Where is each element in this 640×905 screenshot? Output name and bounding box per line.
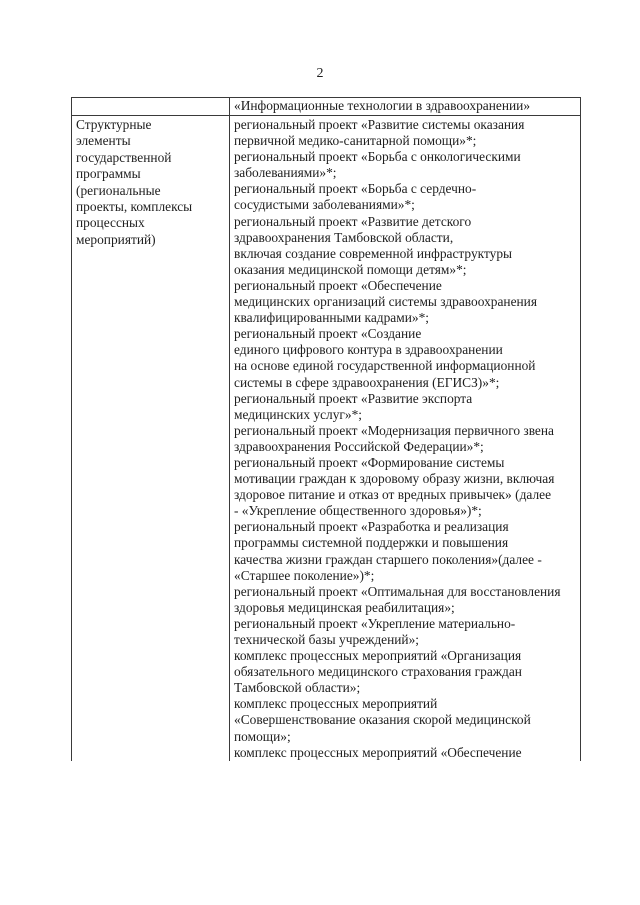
content-line: здоровья медицинская реабилитация»; [234, 599, 455, 615]
structural-elements-content-cell [230, 116, 581, 761]
structural-elements-label [76, 117, 225, 248]
label-line: процессных [76, 215, 145, 231]
content-line: здоровое питание и отказ от вредных привычек» (далее [234, 487, 552, 503]
top-left-cell [72, 98, 230, 116]
content-line: региональный проект «Обеспечение [234, 277, 442, 293]
content-line: комплекс процессных мероприятий «Обеспечение [234, 744, 522, 760]
content-line: качества жизни граждан старшего поколения»(далее - [234, 551, 542, 567]
content-line: здравоохранения Российской Федерации»*; [234, 438, 484, 454]
content-line: первичной медико-санитарной помощи»*; [234, 133, 477, 149]
structural-elements-list [234, 117, 576, 761]
program-table [71, 97, 581, 761]
label-line: государственной [76, 149, 172, 165]
content-line: технической базы учреждений»; [234, 632, 420, 647]
content-line: Тамбовской области»; [234, 680, 361, 696]
top-right-cell [230, 98, 581, 116]
content-line: комплекс процессных мероприятий «Организация [234, 648, 522, 664]
content-line: программы системной поддержки и повышения [234, 535, 509, 551]
content-line: мотивации граждан к здоровому образу жизни, включая [234, 471, 555, 487]
content-line: региональный проект «Оптимальная для восстановления [234, 583, 561, 599]
content-line: медицинских услуг»*; [234, 406, 362, 422]
content-line: единого цифрового контура в здравоохранении [234, 342, 503, 358]
content-line: региональный проект «Развитие детского [234, 213, 472, 229]
content-line: медицинских организаций системы здравоохранения [234, 294, 538, 310]
content-line: системы в сфере здравоохранения (ЕГИСЗ)»*; [234, 374, 500, 390]
table-row-continuation [72, 98, 581, 116]
content-line: «Совершенствование оказания скорой медицинской [234, 712, 531, 728]
content-line: оказания медицинской помощи детям»*; [234, 261, 467, 277]
content-line: региональный проект «Модернизация первичного звена [234, 422, 554, 438]
label-line: мероприятий) [76, 231, 156, 247]
content-line: обязательного медицинского страхования граждан [234, 664, 522, 680]
label-line: элементы [76, 133, 131, 149]
table-row-structural-elements [72, 116, 581, 761]
content-line: здравоохранения Тамбовской области, [234, 229, 454, 245]
content-line: комплекс процессных мероприятий [234, 696, 438, 712]
content-line: квалифицированными кадрами»*; [234, 310, 429, 326]
content-line: включая создание современной инфраструктуры [234, 245, 513, 261]
content-line: региональный проект «Формирование системы [234, 454, 505, 470]
content-line: помощи»; [234, 728, 291, 744]
content-line: региональный проект «Борьба с сердечно- [234, 181, 477, 197]
label-line: Структурные [76, 117, 152, 132]
content-line: региональный проект «Развитие экспорта [234, 390, 473, 406]
content-line: заболеваниями»*; [234, 165, 337, 181]
content-line: на основе единой государственной информационной [234, 358, 536, 374]
label-line: (региональные [76, 182, 161, 198]
page-number: 2 [316, 66, 324, 81]
label-line: программы [76, 166, 141, 182]
content-line: - «Укрепление общественного здоровья»)*; [234, 503, 482, 519]
content-line: «Старшее поколение»)*; [234, 567, 375, 583]
content-line: региональный проект «Укрепление материально- [234, 615, 516, 631]
content-line: региональный проект «Борьба с онкологическими [234, 149, 521, 165]
structural-elements-label-cell [72, 116, 230, 761]
continued-project-title: «Информационные технологии в здравоохранении» [234, 98, 531, 113]
content-line: сосудистыми заболеваниями»*; [234, 197, 415, 213]
content-line: региональный проект «Создание [234, 326, 422, 342]
content-line: региональный проект «Разработка и реализация [234, 519, 509, 535]
content-line: региональный проект «Развитие системы оказания [234, 117, 525, 132]
label-line: проекты, комплексы [76, 199, 193, 215]
